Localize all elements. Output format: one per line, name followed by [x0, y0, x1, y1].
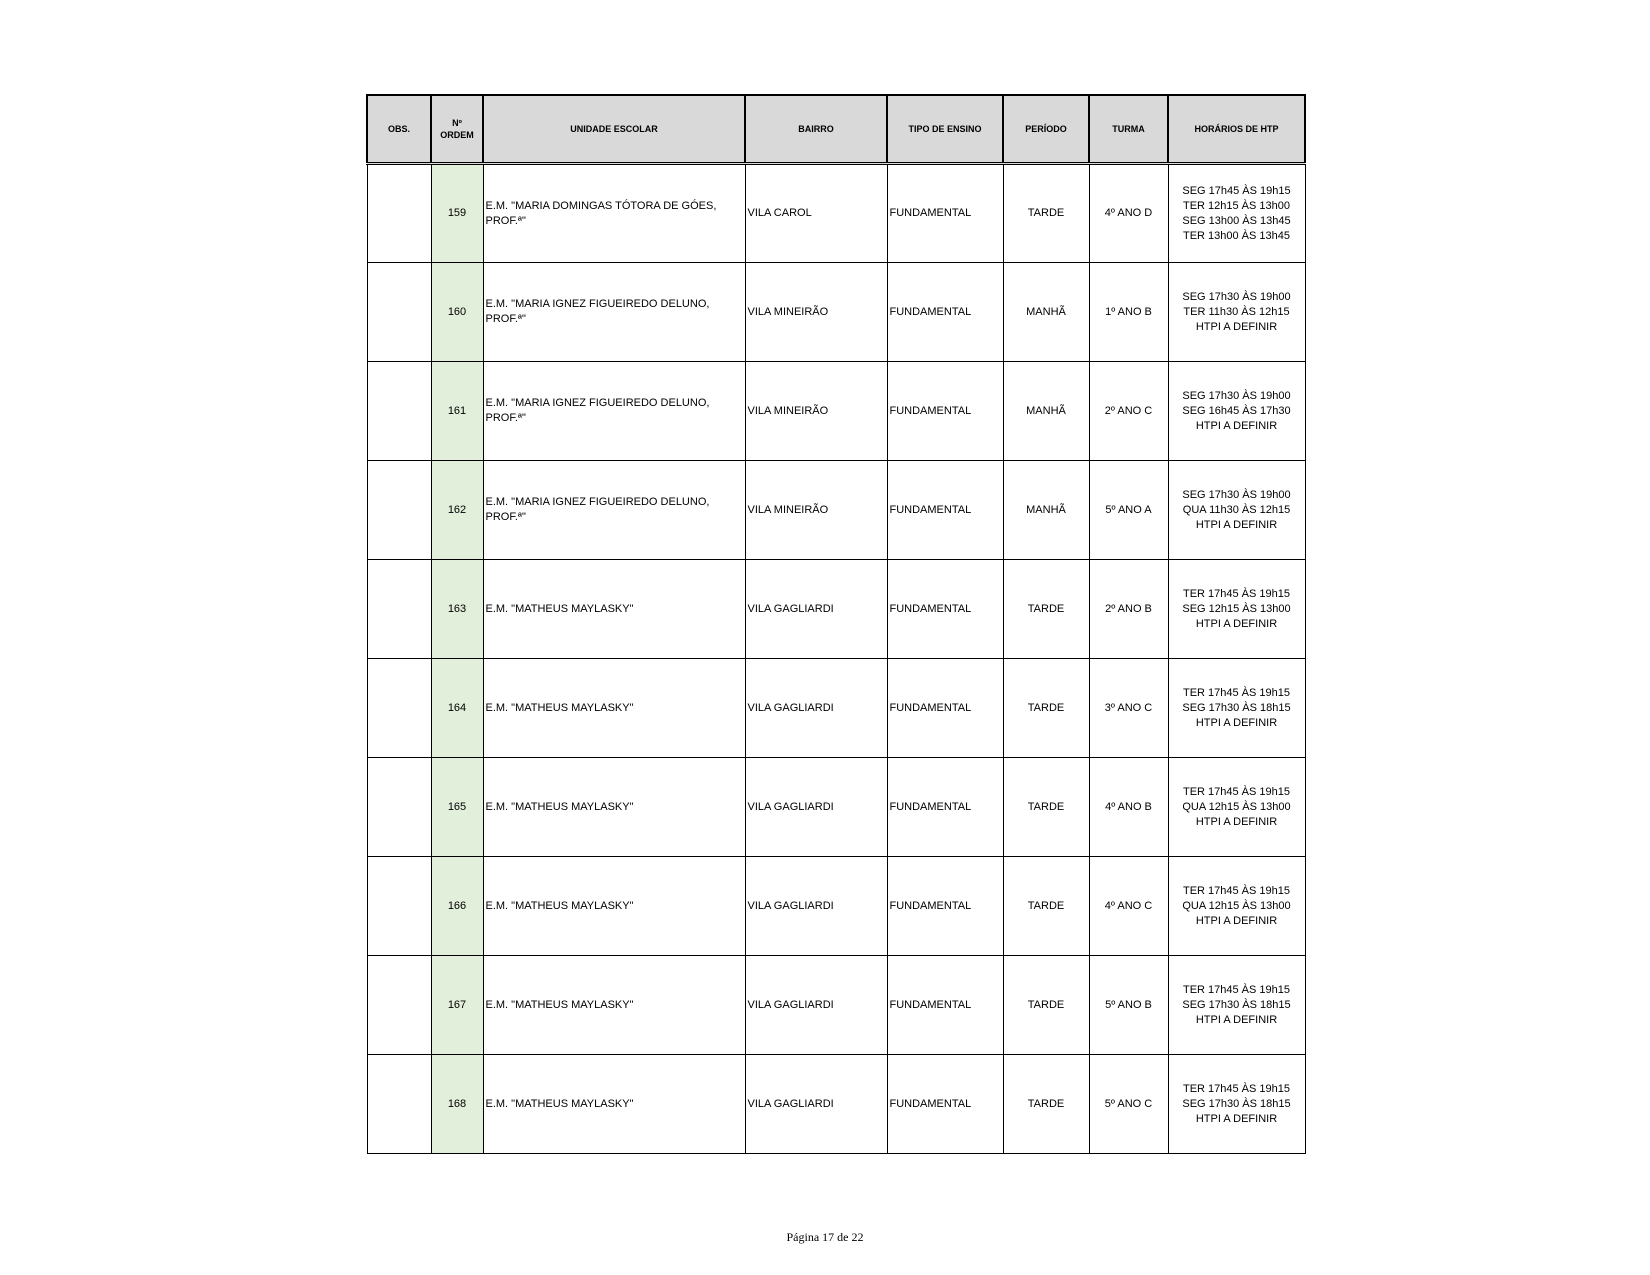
cell-turma: 3º ANO C [1089, 659, 1168, 758]
table-row [367, 263, 1305, 362]
cell-tipo-ensino: FUNDAMENTAL [887, 164, 1003, 263]
table-header [367, 95, 1305, 164]
header-num-line1: Nº [452, 118, 462, 128]
horario-line: TER 12h15 ÀS 13h00 [1182, 199, 1291, 212]
horario-line: SEG 13h00 ÀS 13h45 [1182, 214, 1291, 227]
cell-periodo: MANHÃ [1003, 362, 1089, 461]
cell-periodo: MANHÃ [1003, 461, 1089, 560]
cell-unidade-escolar: E.M. "MARIA IGNEZ FIGUEIREDO DELUNO, PROF.ª" [483, 263, 745, 362]
cell-horarios-htp [1168, 956, 1305, 1055]
cell-unidade-escolar: E.M. "MARIA IGNEZ FIGUEIREDO DELUNO, PROF.ª" [483, 362, 745, 461]
cell-tipo-ensino: FUNDAMENTAL [887, 461, 1003, 560]
horario-line: HTPI A DEFINIR [1195, 1013, 1278, 1026]
table-row [367, 956, 1305, 1055]
cell-tipo-ensino: FUNDAMENTAL [887, 560, 1003, 659]
cell-turma: 1º ANO B [1089, 263, 1168, 362]
cell-bairro: VILA GAGLIARDI [745, 956, 887, 1055]
cell-horarios-htp [1168, 659, 1305, 758]
cell-num-ordem: 167 [431, 956, 483, 1055]
horario-line: TER 17h45 ÀS 19h15 [1182, 884, 1291, 897]
cell-bairro: VILA GAGLIARDI [745, 758, 887, 857]
cell-bairro: VILA GAGLIARDI [745, 659, 887, 758]
cell-unidade-escolar: E.M. "MATHEUS MAYLASKY" [483, 1055, 745, 1154]
cell-turma: 4º ANO C [1089, 857, 1168, 956]
cell-periodo: TARDE [1003, 758, 1089, 857]
horario-line: QUA 12h15 ÀS 13h00 [1182, 899, 1291, 912]
cell-obs [367, 362, 431, 461]
cell-tipo-ensino: FUNDAMENTAL [887, 956, 1003, 1055]
header-obs: OBS. [367, 95, 431, 164]
cell-unidade-escolar: E.M. "MATHEUS MAYLASKY" [483, 560, 745, 659]
horario-line: HTPI A DEFINIR [1195, 617, 1278, 630]
cell-periodo: TARDE [1003, 659, 1089, 758]
header-num-ordem [431, 95, 483, 164]
horario-line: SEG 17h30 ÀS 19h00 [1182, 290, 1291, 303]
horario-line: SEG 17h30 ÀS 19h00 [1182, 389, 1291, 402]
cell-tipo-ensino: FUNDAMENTAL [887, 263, 1003, 362]
table-row [367, 659, 1305, 758]
cell-unidade-escolar: E.M. "MARIA IGNEZ FIGUEIREDO DELUNO, PROF.ª" [483, 461, 745, 560]
cell-num-ordem: 162 [431, 461, 483, 560]
table-row [367, 461, 1305, 560]
horario-line: TER 17h45 ÀS 19h15 [1182, 686, 1291, 699]
cell-unidade-escolar: E.M. "MARIA DOMINGAS TÓTORA DE GÓES, PROF.ª" [483, 164, 745, 263]
cell-obs [367, 1055, 431, 1154]
header-num-line2: ORDEM [440, 130, 474, 140]
cell-bairro: VILA GAGLIARDI [745, 560, 887, 659]
horario-line: SEG 17h45 ÀS 19h15 [1182, 184, 1291, 197]
horario-line: QUA 12h15 ÀS 13h00 [1182, 800, 1291, 813]
cell-obs [367, 758, 431, 857]
cell-num-ordem: 168 [431, 1055, 483, 1154]
cell-unidade-escolar: E.M. "MATHEUS MAYLASKY" [483, 758, 745, 857]
cell-unidade-escolar: E.M. "MATHEUS MAYLASKY" [483, 659, 745, 758]
cell-tipo-ensino: FUNDAMENTAL [887, 362, 1003, 461]
cell-num-ordem: 163 [431, 560, 483, 659]
cell-num-ordem: 165 [431, 758, 483, 857]
cell-periodo: TARDE [1003, 1055, 1089, 1154]
table-row [367, 758, 1305, 857]
header-row [367, 95, 1305, 164]
horario-line: TER 17h45 ÀS 19h15 [1182, 785, 1291, 798]
table-row [367, 164, 1305, 263]
table-body [367, 164, 1305, 1154]
horario-line: HTPI A DEFINIR [1195, 716, 1278, 729]
cell-bairro: VILA CAROL [745, 164, 887, 263]
horario-line: TER 17h45 ÀS 19h15 [1182, 1082, 1291, 1095]
table-row [367, 560, 1305, 659]
cell-horarios-htp [1168, 461, 1305, 560]
table-row [367, 857, 1305, 956]
horario-line: SEG 17h30 ÀS 18h15 [1182, 1097, 1291, 1110]
cell-obs [367, 857, 431, 956]
cell-num-ordem: 164 [431, 659, 483, 758]
cell-periodo: TARDE [1003, 956, 1089, 1055]
horario-line: HTPI A DEFINIR [1195, 419, 1278, 432]
header-horarios: HORÁRIOS DE HTP [1168, 95, 1305, 164]
table-row [367, 362, 1305, 461]
cell-periodo: TARDE [1003, 164, 1089, 263]
cell-obs [367, 560, 431, 659]
page-number: Página 17 de 22 [786, 1230, 864, 1244]
horario-line: SEG 17h30 ÀS 19h00 [1182, 488, 1291, 501]
cell-horarios-htp [1168, 362, 1305, 461]
cell-periodo: TARDE [1003, 857, 1089, 956]
cell-horarios-htp [1168, 560, 1305, 659]
cell-num-ordem: 166 [431, 857, 483, 956]
horario-line: TER 17h45 ÀS 19h15 [1182, 587, 1291, 600]
horario-line: SEG 12h15 ÀS 13h00 [1182, 602, 1291, 615]
horario-line: QUA 11h30 ÀS 12h15 [1182, 503, 1291, 516]
horario-line: TER 11h30 ÀS 12h15 [1183, 305, 1290, 318]
horario-line: TER 13h00 ÀS 13h45 [1182, 229, 1291, 242]
cell-obs [367, 461, 431, 560]
cell-horarios-htp [1168, 758, 1305, 857]
cell-turma: 2º ANO B [1089, 560, 1168, 659]
cell-num-ordem: 159 [431, 164, 483, 263]
table-row [367, 1055, 1305, 1154]
header-unidade: UNIDADE ESCOLAR [483, 95, 745, 164]
schedule-table [366, 94, 1306, 1154]
cell-turma: 2º ANO C [1089, 362, 1168, 461]
cell-horarios-htp [1168, 1055, 1305, 1154]
cell-turma: 5º ANO C [1089, 1055, 1168, 1154]
cell-tipo-ensino: FUNDAMENTAL [887, 1055, 1003, 1154]
cell-bairro: VILA MINEIRÃO [745, 362, 887, 461]
horario-line: SEG 17h30 ÀS 18h15 [1182, 701, 1291, 714]
horario-line: SEG 16h45 ÀS 17h30 [1182, 404, 1291, 417]
cell-horarios-htp [1168, 857, 1305, 956]
cell-turma: 5º ANO A [1089, 461, 1168, 560]
cell-tipo-ensino: FUNDAMENTAL [887, 659, 1003, 758]
cell-num-ordem: 161 [431, 362, 483, 461]
cell-unidade-escolar: E.M. "MATHEUS MAYLASKY" [483, 956, 745, 1055]
cell-bairro: VILA GAGLIARDI [745, 857, 887, 956]
cell-tipo-ensino: FUNDAMENTAL [887, 758, 1003, 857]
cell-obs [367, 164, 431, 263]
header-turma: TURMA [1089, 95, 1168, 164]
header-tipo: TIPO DE ENSINO [887, 95, 1003, 164]
cell-bairro: VILA MINEIRÃO [745, 461, 887, 560]
cell-turma: 4º ANO B [1089, 758, 1168, 857]
horario-line: HTPI A DEFINIR [1195, 320, 1278, 333]
horario-line: HTPI A DEFINIR [1195, 815, 1278, 828]
cell-obs [367, 956, 431, 1055]
horario-line: HTPI A DEFINIR [1195, 518, 1278, 531]
cell-periodo: MANHÃ [1003, 263, 1089, 362]
cell-unidade-escolar: E.M. "MATHEUS MAYLASKY" [483, 857, 745, 956]
cell-bairro: VILA MINEIRÃO [745, 263, 887, 362]
header-bairro: BAIRRO [745, 95, 887, 164]
cell-obs [367, 659, 431, 758]
horario-line: HTPI A DEFINIR [1195, 914, 1278, 927]
cell-periodo: TARDE [1003, 560, 1089, 659]
header-periodo: PERÍODO [1003, 95, 1089, 164]
cell-obs [367, 263, 431, 362]
cell-horarios-htp [1168, 164, 1305, 263]
cell-num-ordem: 160 [431, 263, 483, 362]
cell-bairro: VILA GAGLIARDI [745, 1055, 887, 1154]
cell-tipo-ensino: FUNDAMENTAL [887, 857, 1003, 956]
horario-line: HTPI A DEFINIR [1195, 1112, 1278, 1125]
horario-line: SEG 17h30 ÀS 18h15 [1182, 998, 1291, 1011]
horario-line: TER 17h45 ÀS 19h15 [1182, 983, 1291, 996]
cell-turma: 5º ANO B [1089, 956, 1168, 1055]
cell-horarios-htp [1168, 263, 1305, 362]
cell-turma: 4º ANO D [1089, 164, 1168, 263]
